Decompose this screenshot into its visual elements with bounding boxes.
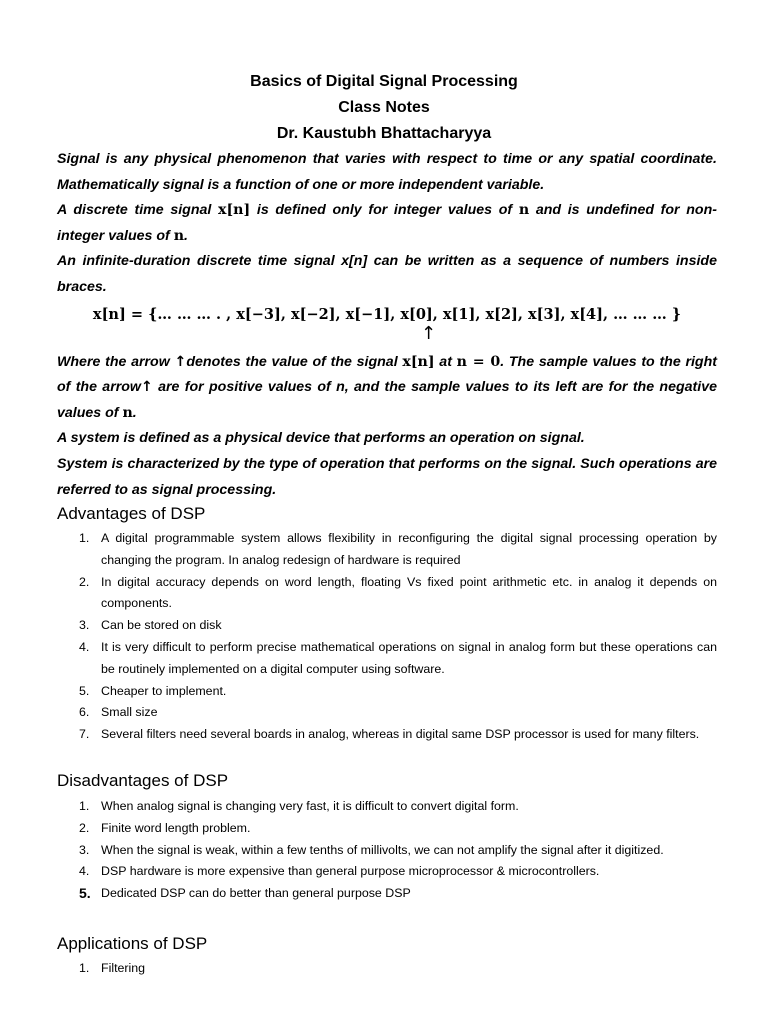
list-item-number: 4. <box>79 639 90 654</box>
document-subtitle: Class Notes <box>338 99 430 116</box>
list-item <box>57 702 717 724</box>
list-item-text: Can be stored on disk <box>101 618 222 633</box>
list-item <box>57 637 717 681</box>
applications-list <box>57 958 717 980</box>
list-item <box>57 861 717 883</box>
list-item-number: 1. <box>79 961 90 975</box>
list-item-text: Dedicated DSP can do better than general purpose DSP <box>101 886 411 901</box>
signal-definition: Signal is any physical phenomenon that varies with respect to time or any spatial coordinate. Mathematically signal is a function of one or more independent variable. <box>57 151 717 193</box>
list-item <box>57 958 717 980</box>
list-item-text: Filtering <box>101 961 146 975</box>
applications-heading: Applications of DSP <box>57 934 208 953</box>
list-item <box>57 615 717 637</box>
advantages-list <box>57 528 717 746</box>
list-item-text: When the signal is weak, within a few tenths of millivolts, we can not amplify the signal after it digitized. <box>101 842 664 857</box>
intro-section <box>57 147 717 503</box>
list-item <box>57 681 717 703</box>
document-author: Dr. Kaustubh Bhattacharyya <box>276 125 492 142</box>
up-arrow-icon: ↑ <box>421 322 437 344</box>
list-item-text: Small size <box>101 705 158 720</box>
list-item-text: A digital programmable system allows flexibility in reconfiguring the digital signal processing operation by changing the program. In analog redesign of hardware is required <box>101 531 717 567</box>
up-arrow-icon: ↑ <box>174 353 187 370</box>
list-item-text: Finite word length problem. <box>101 820 251 835</box>
system-characterization: System is characterized by the type of operation that performs on the signal. Such operations are referred to as signal processing. <box>57 455 717 498</box>
list-item-number: 4. <box>79 864 90 879</box>
system-definition: A system is defined as a physical device that performs an operation on signal. <box>57 430 585 447</box>
list-item <box>57 796 717 818</box>
discrete-signal-definition: A discrete time signal x[n] is defined only for integer values of n and is undefined for non-integer values of n. <box>57 202 717 244</box>
advantages-heading: Advantages of DSP <box>57 504 206 523</box>
list-item-number: 1. <box>79 531 90 545</box>
list-item <box>57 572 717 616</box>
disadvantages-heading: Disadvantages of DSP <box>57 771 229 790</box>
list-item-text: In digital accuracy depends on word length, floating Vs fixed point arithmetic etc. in analog it depends on components. <box>101 574 717 611</box>
infinite-duration-note: An infinite-duration discrete time signal x[n] can be written as a sequence of numbers inside braces. <box>57 253 717 295</box>
list-item <box>57 818 717 840</box>
list-item-number: 6. <box>79 705 90 720</box>
list-item-number: 2. <box>79 574 90 589</box>
arrow-explanation: Where the arrow ↑denotes the value of the signal x[n] at n = 0. The sample values to the right of the arrow↑ are for positive values of n, and the sample values to its left are for the negative values of n. <box>57 353 717 421</box>
list-item-number: 5. <box>79 683 90 698</box>
list-item-text: Cheaper to implement. <box>101 683 227 698</box>
list-item-number: 5. <box>79 885 91 902</box>
list-item-number: 2. <box>79 820 90 835</box>
list-item-number: 3. <box>79 618 90 633</box>
sequence-formula <box>57 302 717 344</box>
list-item-number: 7. <box>79 727 90 742</box>
list-item-text: It is very difficult to perform precise mathematical operations on signal in analog form but these operations can be routinely implemented on a digital computer using software. <box>101 639 717 676</box>
list-item <box>57 724 717 746</box>
up-arrow-icon: ↑ <box>140 379 153 396</box>
sequence-formula-text: x[n] = {… … … . , x[−3], x[−2], x[−1], x[0], x[1], x[2], x[3], x[4], … … … } <box>92 305 682 323</box>
list-item <box>57 883 717 905</box>
list-item <box>57 840 717 862</box>
list-item-text: When analog signal is changing very fast, it is difficult to convert digital form. <box>101 799 519 813</box>
list-item-number: 3. <box>79 842 90 857</box>
list-item-number: 1. <box>79 799 90 813</box>
list-item <box>57 528 717 572</box>
list-item-text: Several filters need several boards in analog, whereas in digital same DSP processor is used for many filters. <box>101 727 700 742</box>
list-item-text: DSP hardware is more expensive than general purpose microprocessor & microcontrollers. <box>101 864 600 879</box>
document-title: Basics of Digital Signal Processing <box>250 73 518 90</box>
disadvantages-list <box>57 796 717 905</box>
